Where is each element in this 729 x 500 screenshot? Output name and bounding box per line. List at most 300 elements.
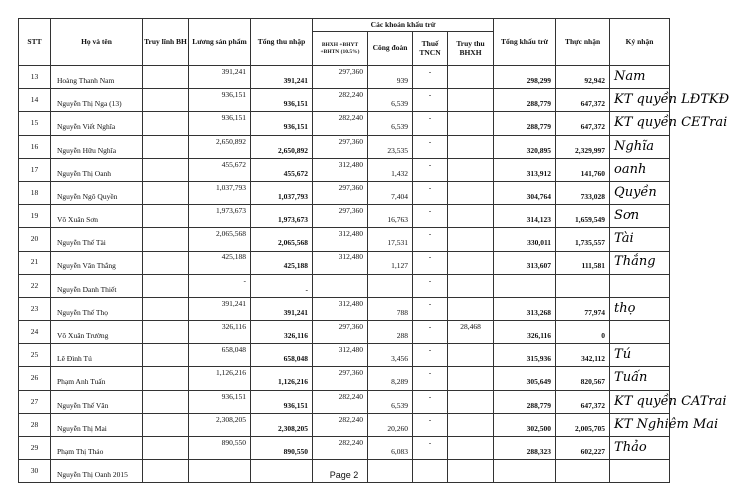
row-tong-thu-nhap <box>251 158 313 181</box>
table-row <box>19 274 670 297</box>
header-stt: STT <box>19 19 51 66</box>
row-truy-thu <box>448 66 494 89</box>
row-thuc-nhan <box>556 367 610 390</box>
row-thue <box>413 297 448 320</box>
row-cong-doan <box>368 390 413 413</box>
row-signature <box>610 344 670 367</box>
row-thue-text: - <box>428 322 432 332</box>
row-luong-text: 425,188 <box>221 252 246 262</box>
row-truy-linh <box>143 321 189 344</box>
row-cong-doan <box>368 205 413 228</box>
row-luong-text: 326,116 <box>221 322 246 332</box>
row-tong-khau-tru-text: 326,116 <box>527 331 552 341</box>
row-name <box>51 321 143 344</box>
row-signature-text: oanh <box>614 161 647 177</box>
row-signature-text: KT quyền CATrai <box>614 393 727 409</box>
row-tong-khau-tru-text: 313,607 <box>526 261 552 271</box>
row-tong-khau-tru <box>494 344 556 367</box>
row-thue-text: - <box>428 113 432 123</box>
row-luong <box>189 135 251 158</box>
row-signature <box>610 89 729 112</box>
row-stt <box>19 297 51 320</box>
row-truy-linh <box>143 344 189 367</box>
row-truy-thu <box>448 205 494 228</box>
row-cong-doan <box>368 321 413 344</box>
table-row <box>19 367 670 390</box>
row-tong-khau-tru <box>494 413 556 436</box>
row-luong-text: 455,672 <box>221 159 246 169</box>
row-stt-text: 23 <box>30 303 39 313</box>
row-thuc-nhan-text: 2,329,997 <box>575 145 606 155</box>
row-truy-linh <box>143 390 189 413</box>
row-stt-text: 24 <box>30 327 39 337</box>
row-signature <box>610 66 670 89</box>
row-thuc-nhan-text: 1,659,549 <box>575 215 606 225</box>
row-tong-thu-nhap <box>251 205 313 228</box>
row-thuc-nhan-text: 1,735,557 <box>575 238 606 248</box>
row-truy-linh <box>143 297 189 320</box>
row-tong-thu-nhap <box>251 66 313 89</box>
row-name <box>51 390 143 413</box>
row-thue-text: - <box>428 252 432 262</box>
row-thuc-nhan <box>556 297 610 320</box>
row-luong <box>189 158 251 181</box>
row-bhxh <box>313 158 368 181</box>
row-stt <box>19 158 51 181</box>
row-thue-text: - <box>428 298 432 308</box>
row-cong-doan-text: 23,535 <box>387 145 408 155</box>
row-signature-text: KT quyền CETrai <box>614 115 728 131</box>
row-stt <box>19 66 51 89</box>
row-name <box>51 181 143 204</box>
header-tong-thu-nhap: Tổng thu nhập <box>251 19 313 66</box>
page-number: Page 2 <box>329 470 359 480</box>
table-row <box>19 413 670 436</box>
row-truy-thu <box>448 274 494 297</box>
row-name <box>51 112 143 135</box>
row-cong-doan <box>368 66 413 89</box>
header-thue: Thuế TNCN <box>413 32 448 66</box>
row-thuc-nhan <box>556 344 610 367</box>
row-truy-thu <box>448 251 494 274</box>
row-thuc-nhan <box>556 390 610 413</box>
row-tong-khau-tru <box>494 321 556 344</box>
row-thue-text: - <box>428 90 432 100</box>
row-signature <box>610 112 728 135</box>
row-tong-thu-nhap-text: 2,065,568 <box>278 238 308 248</box>
row-truy-linh <box>143 413 189 436</box>
row-thue-text: - <box>428 414 432 424</box>
row-tong-thu-nhap <box>251 367 313 390</box>
row-stt-text: 21 <box>30 257 39 267</box>
row-truy-linh <box>143 205 189 228</box>
header-truy-linh: Truy lĩnh BH <box>143 19 189 66</box>
row-tong-thu-nhap-text: 2,650,892 <box>278 145 308 155</box>
row-name <box>51 135 143 158</box>
row-tong-thu-nhap-text: 1,126,216 <box>278 377 308 387</box>
row-tong-khau-tru <box>494 297 556 320</box>
row-stt-text: 17 <box>30 164 39 174</box>
payroll-sheet <box>18 18 729 483</box>
row-thuc-nhan-text: 111,581 <box>581 261 606 271</box>
row-signature <box>610 251 670 274</box>
row-stt-text: 14 <box>30 95 39 105</box>
row-luong <box>189 297 251 320</box>
row-bhxh-text: 312,480 <box>338 298 363 308</box>
row-thuc-nhan-text: 0 <box>601 331 606 341</box>
row-cong-doan-text: 7,404 <box>391 191 408 201</box>
row-tong-khau-tru <box>494 205 556 228</box>
header-truy-thu: Truy thu BHXH <box>448 32 494 66</box>
header-bhxh: BHXH +BHYT +BHTN (10.5%) <box>313 32 368 66</box>
row-tong-khau-tru-text: 330,011 <box>527 238 552 248</box>
row-stt <box>19 274 51 297</box>
row-name <box>51 89 143 112</box>
row-tong-khau-tru <box>494 437 556 460</box>
row-cong-doan <box>368 367 413 390</box>
row-stt-text: 13 <box>30 71 39 81</box>
row-stt-text: 29 <box>30 442 39 452</box>
row-name <box>51 158 143 181</box>
row-thuc-nhan <box>556 205 610 228</box>
row-truy-linh <box>143 228 189 251</box>
row-cong-doan-text: 939 <box>396 75 408 85</box>
row-tong-thu-nhap-text: 658,048 <box>283 354 308 364</box>
row-luong <box>189 274 251 297</box>
row-thuc-nhan <box>556 251 610 274</box>
row-tong-khau-tru-text: 298,299 <box>526 75 552 85</box>
row-tong-thu-nhap-text: 326,116 <box>284 331 308 341</box>
row-tong-thu-nhap-text: 2,308,205 <box>278 423 308 433</box>
row-name-text: Nguyễn Viết Nghĩa <box>57 122 116 132</box>
row-bhxh-text: 297,360 <box>338 206 363 216</box>
row-tong-thu-nhap-text: 455,672 <box>283 168 308 178</box>
row-signature-text: KT Nghiêm Mai <box>614 416 719 432</box>
row-bhxh <box>313 135 368 158</box>
row-cong-doan-text: 6,539 <box>391 99 408 109</box>
row-luong-text: 391,241 <box>221 66 246 76</box>
row-stt-text: 27 <box>30 396 39 406</box>
row-signature-text: Tài <box>614 231 634 247</box>
row-thue-text: - <box>428 136 432 146</box>
row-thuc-nhan <box>556 437 610 460</box>
row-stt <box>19 390 51 413</box>
row-tong-thu-nhap-text: 391,241 <box>283 75 308 85</box>
row-tong-thu-nhap <box>251 390 313 413</box>
row-tong-khau-tru-text: 304,764 <box>526 191 552 201</box>
row-thue <box>413 437 448 460</box>
row-signature <box>610 158 670 181</box>
row-tong-thu-nhap-text: 1,973,673 <box>278 215 308 225</box>
row-signature-text: Thảo <box>614 439 647 455</box>
row-luong <box>189 205 251 228</box>
row-stt <box>19 205 51 228</box>
row-truy-thu <box>448 321 494 344</box>
header-ky-nhan: Ký nhận <box>610 19 670 66</box>
row-thuc-nhan <box>556 158 610 181</box>
row-cong-doan <box>368 89 413 112</box>
row-thue <box>413 228 448 251</box>
row-tong-thu-nhap <box>251 228 313 251</box>
row-bhxh <box>313 205 368 228</box>
row-tong-thu-nhap <box>251 274 313 297</box>
row-tong-khau-tru <box>494 89 556 112</box>
row-name <box>51 344 143 367</box>
row-thuc-nhan <box>556 321 610 344</box>
table-row <box>19 158 670 181</box>
row-stt-text: 28 <box>30 419 39 429</box>
row-truy-thu <box>448 367 494 390</box>
row-truy-thu <box>448 437 494 460</box>
table-row <box>19 437 670 460</box>
row-thue-text: - <box>428 159 432 169</box>
table-row <box>19 251 670 274</box>
row-bhxh <box>313 274 368 297</box>
row-cong-doan-text: 1,127 <box>391 261 408 271</box>
row-tong-khau-tru-text: 288,779 <box>526 99 552 109</box>
row-thue <box>413 89 448 112</box>
row-signature <box>610 228 670 251</box>
row-stt <box>19 321 51 344</box>
row-thue <box>413 66 448 89</box>
row-name-text: Nguyễn Văn Thắng <box>57 261 116 271</box>
row-tong-khau-tru-text: 320,895 <box>526 145 552 155</box>
row-signature-text: Sơn <box>614 208 640 224</box>
row-bhxh-text: 282,240 <box>338 113 363 123</box>
row-thue <box>413 158 448 181</box>
row-cong-doan <box>368 274 413 297</box>
row-name-text: Nguyễn Thế Thọ <box>57 307 108 317</box>
row-tong-khau-tru <box>494 158 556 181</box>
table-row <box>19 390 670 413</box>
row-thuc-nhan-text: 141,760 <box>580 168 606 178</box>
row-thuc-nhan <box>556 66 610 89</box>
row-cong-doan <box>368 228 413 251</box>
row-thuc-nhan-text: 647,372 <box>580 400 606 410</box>
row-name-text: Phạm Anh Tuấn <box>57 377 106 387</box>
row-signature <box>610 437 670 460</box>
row-thue <box>413 135 448 158</box>
row-stt <box>19 367 51 390</box>
row-bhxh <box>313 297 368 320</box>
row-cong-doan-text: 788 <box>396 307 408 317</box>
row-tong-khau-tru-text: 302,500 <box>526 423 552 433</box>
row-cong-doan <box>368 135 413 158</box>
row-thue-text: - <box>428 391 432 401</box>
row-luong <box>189 321 251 344</box>
row-tong-thu-nhap <box>251 135 313 158</box>
row-tong-khau-tru <box>494 112 556 135</box>
row-stt <box>19 181 51 204</box>
row-bhxh-text: 312,480 <box>338 229 363 239</box>
row-name <box>51 437 143 460</box>
row-name-text: Nguyễn Thế Tài <box>57 238 106 248</box>
row-bhxh-text: 282,240 <box>338 414 363 424</box>
row-signature <box>610 181 670 204</box>
row-cong-doan-text: 3,456 <box>391 354 408 364</box>
row-truy-linh <box>143 112 189 135</box>
row-cong-doan-text: 288 <box>396 331 408 341</box>
row-truy-linh <box>143 251 189 274</box>
row-stt-text: 22 <box>30 280 39 290</box>
row-luong <box>189 390 251 413</box>
table-row <box>19 89 670 112</box>
table-row <box>19 66 670 89</box>
row-name-text: Nguyễn Thị Mai <box>57 423 107 433</box>
row-luong <box>189 344 251 367</box>
row-truy-linh <box>143 89 189 112</box>
table-body <box>19 66 729 483</box>
row-name-text: Nguyễn Thị Nga (13) <box>57 99 122 109</box>
row-luong <box>189 251 251 274</box>
row-tong-khau-tru <box>494 135 556 158</box>
row-thuc-nhan-text: 92,942 <box>584 75 606 85</box>
table-row <box>19 205 670 228</box>
row-luong-text: 890,550 <box>221 437 246 447</box>
row-luong-text: 2,065,568 <box>216 229 246 239</box>
row-signature-text: KT quyền LĐTKĐ <box>614 92 729 108</box>
row-cong-doan-text: 6,539 <box>391 122 408 132</box>
row-signature <box>610 321 670 344</box>
header-tong-khau-tru: Tổng khấu trừ <box>494 19 556 66</box>
row-luong <box>189 66 251 89</box>
row-tong-thu-nhap <box>251 251 313 274</box>
row-thue-text: - <box>428 275 432 285</box>
row-bhxh <box>313 112 368 135</box>
row-name <box>51 297 143 320</box>
row-luong <box>189 413 251 436</box>
row-name <box>51 274 143 297</box>
row-bhxh <box>313 228 368 251</box>
row-cong-doan-text: 6,539 <box>391 400 408 410</box>
row-thue <box>413 390 448 413</box>
row-tong-khau-tru-text: 288,779 <box>526 122 552 132</box>
row-thue-text: - <box>428 345 432 355</box>
row-name-text: Võ Xuân Trường <box>57 331 109 341</box>
row-luong <box>189 181 251 204</box>
row-bhxh <box>313 321 368 344</box>
row-stt <box>19 228 51 251</box>
table-row <box>19 112 670 135</box>
row-bhxh <box>313 390 368 413</box>
row-thue <box>413 274 448 297</box>
row-bhxh-text: 297,360 <box>338 322 363 332</box>
row-thuc-nhan <box>556 228 610 251</box>
row-tong-khau-tru <box>494 367 556 390</box>
row-tong-thu-nhap-text: 391,241 <box>283 307 308 317</box>
row-bhxh-text: 312,480 <box>338 159 363 169</box>
row-truy-linh <box>143 437 189 460</box>
row-tong-khau-tru <box>494 228 556 251</box>
row-tong-khau-tru <box>494 66 556 89</box>
row-name-text: Nguyễn Thị Oanh <box>57 168 112 178</box>
payroll-table <box>18 18 729 483</box>
row-luong-text: 1,037,793 <box>216 182 246 192</box>
row-name <box>51 251 143 274</box>
row-signature-text: thọ <box>614 300 636 316</box>
row-tong-khau-tru <box>494 181 556 204</box>
header-name: Họ và tên <box>51 19 143 66</box>
row-tong-thu-nhap-text: 1,037,793 <box>278 191 308 201</box>
row-bhxh-text: 297,360 <box>338 136 363 146</box>
row-thuc-nhan <box>556 181 610 204</box>
row-thue-text: - <box>428 229 432 239</box>
row-name <box>51 413 143 436</box>
row-tong-thu-nhap <box>251 344 313 367</box>
row-signature <box>610 413 719 436</box>
row-cong-doan <box>368 437 413 460</box>
row-bhxh <box>313 413 368 436</box>
row-thuc-nhan <box>556 135 610 158</box>
row-name-text: Phạm Thị Thảo <box>57 446 104 456</box>
row-thuc-nhan <box>556 413 610 436</box>
row-thuc-nhan-text: 602,227 <box>580 446 606 456</box>
row-tong-khau-tru-text: 313,912 <box>526 168 552 178</box>
row-stt-text: 18 <box>30 187 39 197</box>
row-tong-khau-tru <box>494 390 556 413</box>
row-thue <box>413 344 448 367</box>
row-truy-linh <box>143 66 189 89</box>
row-signature <box>610 390 727 413</box>
row-luong-text: 658,048 <box>221 345 246 355</box>
row-luong <box>189 228 251 251</box>
row-cong-doan-text: 1,432 <box>391 168 408 178</box>
row-tong-khau-tru-text: 305,649 <box>526 377 552 387</box>
row-stt-text: 30 <box>30 466 39 476</box>
row-signature-text: Nghĩa <box>614 138 655 154</box>
row-bhxh <box>313 251 368 274</box>
row-name-text: Nguyễn Thế Văn <box>57 400 109 410</box>
row-thue <box>413 251 448 274</box>
table-row <box>19 344 670 367</box>
row-name <box>51 367 143 390</box>
row-name <box>51 228 143 251</box>
row-tong-khau-tru <box>494 274 556 297</box>
row-luong <box>189 89 251 112</box>
row-bhxh-text: 297,360 <box>338 368 363 378</box>
row-bhxh <box>313 89 368 112</box>
row-tong-thu-nhap-text: - <box>305 284 308 294</box>
row-luong-text: 1,126,216 <box>216 368 246 378</box>
row-signature <box>610 135 670 158</box>
row-thue-text: - <box>428 437 432 447</box>
row-truy-thu <box>448 390 494 413</box>
row-luong-text: 1,973,673 <box>216 206 246 216</box>
header-cong-doan: Công đoàn <box>368 32 413 66</box>
row-luong-text: 936,151 <box>221 113 246 123</box>
table-row <box>19 321 670 344</box>
row-truy-thu <box>448 181 494 204</box>
row-signature-text: Quyền <box>614 184 657 200</box>
row-truy-thu <box>448 297 494 320</box>
row-thuc-nhan-text: 77,974 <box>584 307 606 317</box>
row-luong-text: 936,151 <box>221 90 246 100</box>
row-bhxh-text: 297,360 <box>338 182 363 192</box>
table-row <box>19 297 670 320</box>
row-thuc-nhan-text: 647,372 <box>580 122 606 132</box>
header-luong: Lương sản phẩm <box>189 19 251 66</box>
row-signature <box>610 297 670 320</box>
row-truy-linh <box>143 274 189 297</box>
row-luong-text: 2,308,205 <box>216 414 246 424</box>
row-cong-doan-text: 6,083 <box>391 446 408 456</box>
row-bhxh-text: 312,480 <box>338 252 363 262</box>
row-cong-doan-text: 20,260 <box>387 423 408 433</box>
row-stt-text: 19 <box>30 211 39 221</box>
row-luong <box>189 437 251 460</box>
row-bhxh <box>313 66 368 89</box>
row-luong-text: 391,241 <box>221 298 246 308</box>
